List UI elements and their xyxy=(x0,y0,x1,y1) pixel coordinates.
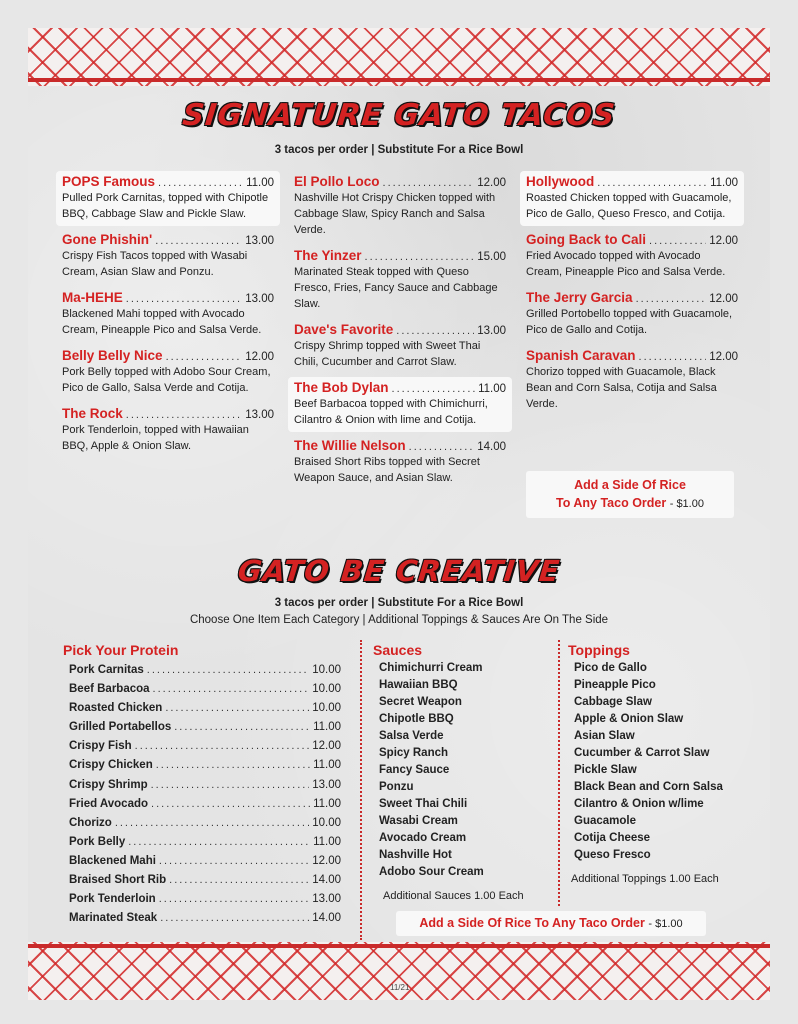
taco-name: The Willie Nelson xyxy=(294,438,406,453)
protein-price: 12.00 xyxy=(312,854,341,867)
protein-row xyxy=(69,836,341,855)
protein-price: 13.00 xyxy=(312,893,341,906)
protein-price: 12.00 xyxy=(312,740,341,753)
protein-name: Crispy Fish xyxy=(69,740,132,753)
leader-dots xyxy=(365,251,475,263)
taco-description: Braised Short Ribs topped with Secret Weapon Sauce, and Asian Slaw. xyxy=(294,456,480,484)
sauce-item: Adobo Sour Cream xyxy=(379,866,484,878)
taco-item xyxy=(56,403,280,458)
taco-name: The Bob Dylan xyxy=(294,380,389,395)
taco-description: Nashville Hot Crispy Chicken topped with Cabbage Slaw, Spicy Ranch and Salsa Verde. xyxy=(294,192,496,236)
bottom-border-stripe xyxy=(28,944,770,948)
topping-item: Cucumber & Carrot Slaw xyxy=(574,747,710,759)
leader-dots xyxy=(128,836,310,848)
sauces-list xyxy=(379,662,549,883)
taco-description: Blackened Mahi topped with Avocado Cream, Pineapple Pico and Salsa Verde. xyxy=(62,308,262,336)
taco-name: El Pollo Loco xyxy=(294,174,380,189)
protein-price: 10.00 xyxy=(312,702,341,715)
taco-price: 13.00 xyxy=(245,409,274,421)
toppings-list xyxy=(574,662,764,866)
protein-price: 11.00 xyxy=(313,721,341,734)
taco-price: 12.00 xyxy=(709,235,738,247)
taco-item-header xyxy=(294,174,506,189)
leader-dots xyxy=(639,351,707,363)
protein-price: 14.00 xyxy=(312,874,341,887)
taco-price: 12.00 xyxy=(477,177,506,189)
signature-column-3 xyxy=(520,171,744,419)
sauce-item: Spicy Ranch xyxy=(379,747,449,759)
protein-price: 14.00 xyxy=(312,912,341,925)
sauce-item: Ponzu xyxy=(379,781,414,793)
taco-price: 11.00 xyxy=(710,177,738,189)
taco-description: Crispy Shrimp topped with Sweet Thai Chili, Cucumber and Carrot Slaw. xyxy=(294,340,481,368)
taco-item-header xyxy=(62,174,274,189)
protein-row xyxy=(69,855,341,874)
leader-dots xyxy=(174,721,310,733)
page-number: 11/21 xyxy=(390,983,410,992)
top-border-stripe xyxy=(28,78,770,82)
sauce-item: Secret Weapon xyxy=(379,696,462,708)
taco-item-header xyxy=(294,438,506,453)
topping-item: Apple & Onion Slaw xyxy=(574,713,684,725)
protein-price: 10.00 xyxy=(312,664,341,676)
sauce-item: Sweet Thai Chili xyxy=(379,798,468,810)
taco-description: Fried Avocado topped with Avocado Cream, Pineapple Pico and Salsa Verde. xyxy=(526,250,726,278)
taco-description: Grilled Portobello topped with Guacamole, Pico de Gallo and Cotija. xyxy=(526,308,733,336)
taco-item xyxy=(56,345,280,400)
protein-name: Blackened Mahi xyxy=(69,854,156,867)
sauce-item: Chimichurri Cream xyxy=(379,662,483,674)
rice-note-line2 xyxy=(532,494,728,513)
protein-name: Crispy Shrimp xyxy=(69,778,148,791)
taco-item xyxy=(288,319,512,374)
taco-name: Spanish Caravan xyxy=(526,348,636,363)
taco-item xyxy=(520,229,744,284)
signature-column-2 xyxy=(288,171,512,493)
leader-dots xyxy=(126,409,242,421)
leader-dots xyxy=(159,855,309,867)
topping-item: Black Bean and Corn Salsa xyxy=(574,781,723,793)
leader-dots xyxy=(147,664,309,676)
protein-row xyxy=(69,683,341,702)
taco-name: Going Back to Cali xyxy=(526,232,647,247)
taco-item-header xyxy=(294,248,506,263)
taco-item-header xyxy=(526,348,738,363)
taco-item xyxy=(56,229,280,284)
rice-note-text: To Any Taco Order xyxy=(556,496,667,510)
sauce-item: Fancy Sauce xyxy=(379,764,450,776)
protein-price: 10.00 xyxy=(312,683,341,696)
sauces-extra-note: Additional Sauces 1.00 Each xyxy=(383,890,524,902)
topping-item: Pico de Gallo xyxy=(574,662,647,674)
topping-item: Queso Fresco xyxy=(574,849,651,861)
protein-row xyxy=(69,779,341,798)
taco-item xyxy=(56,287,280,342)
protein-name: Beef Barbacoa xyxy=(69,683,150,696)
topping-item: Pineapple Pico xyxy=(574,679,656,691)
topping-item: Guacamole xyxy=(574,815,636,827)
protein-name: Pork Carnitas xyxy=(69,664,144,676)
signature-title: SIGNATURE GATO TACOS xyxy=(180,98,618,133)
taco-price: 12.00 xyxy=(245,351,274,363)
protein-price: 11.00 xyxy=(313,835,341,848)
taco-name: Ma-HEHE xyxy=(62,290,123,305)
divider-left xyxy=(360,640,362,940)
menu-page xyxy=(28,28,770,1000)
leader-dots xyxy=(392,383,476,395)
taco-price: 11.00 xyxy=(478,383,506,395)
creative-subtitle: 3 tacos per order | Substitute For a Rice Bowl xyxy=(274,597,524,609)
protein-name: Marinated Steak xyxy=(69,912,158,925)
taco-item-header xyxy=(62,290,274,305)
taco-item-header xyxy=(526,232,738,247)
taco-price: 12.00 xyxy=(709,351,738,363)
taco-price: 14.00 xyxy=(477,441,506,453)
protein-row xyxy=(69,664,341,683)
divider-right xyxy=(558,640,560,906)
protein-row xyxy=(69,702,341,721)
protein-name: Chorizo xyxy=(69,816,112,829)
leader-dots xyxy=(165,702,309,714)
sauce-item: Chipotle BBQ xyxy=(379,713,454,725)
sauce-item: Salsa Verde xyxy=(379,730,444,742)
taco-price: 13.00 xyxy=(477,325,506,337)
taco-name: Hollywood xyxy=(526,174,595,189)
leader-dots xyxy=(409,441,475,453)
protein-row xyxy=(69,912,341,931)
leader-dots xyxy=(151,779,310,791)
leader-dots xyxy=(396,325,474,337)
leader-dots xyxy=(166,351,243,363)
protein-name: Pork Tenderloin xyxy=(69,893,156,906)
taco-item xyxy=(56,171,280,226)
taco-item xyxy=(288,171,512,242)
taco-name: The Jerry Garcia xyxy=(526,290,633,305)
leader-dots xyxy=(383,177,475,189)
topping-item: Pickle Slaw xyxy=(574,764,637,776)
taco-item-header xyxy=(62,232,274,247)
rice-note-price: - $1.00 xyxy=(669,498,704,510)
signature-rice-side-note xyxy=(526,471,734,518)
sauce-item: Wasabi Cream xyxy=(379,815,458,827)
taco-description: Chorizo topped with Guacamole, Black Bean and Corn Salsa, Cotija and Salsa Verde. xyxy=(526,366,717,410)
creative-rice-text: Add a Side Of Rice To Any Taco Order xyxy=(419,916,645,930)
taco-description: Pork Tenderloin, topped with Hawaiian BBQ, Apple & Onion Slaw. xyxy=(62,424,249,452)
taco-price: 13.00 xyxy=(245,293,274,305)
leader-dots xyxy=(649,235,706,247)
leader-dots xyxy=(115,817,309,829)
creative-rice-line xyxy=(402,914,700,933)
taco-item-header xyxy=(294,380,506,395)
creative-rice-price: - $1.00 xyxy=(648,918,683,930)
protein-row xyxy=(69,817,341,836)
protein-row xyxy=(69,721,341,740)
taco-name: The Rock xyxy=(62,406,123,421)
protein-row xyxy=(69,874,341,893)
leader-dots xyxy=(156,759,310,771)
leader-dots xyxy=(597,177,707,189)
taco-name: The Yinzer xyxy=(294,248,362,263)
taco-item-header xyxy=(294,322,506,337)
taco-item xyxy=(288,435,512,490)
protein-list xyxy=(69,664,341,931)
creative-rice-side-note xyxy=(396,911,706,936)
leader-dots xyxy=(169,874,309,886)
signature-column-1 xyxy=(56,171,280,461)
topping-item: Cilantro & Onion w/lime xyxy=(574,798,704,810)
protein-name: Fried Avocado xyxy=(69,797,149,810)
protein-price: 10.00 xyxy=(312,816,341,829)
taco-description: Pulled Pork Carnitas, topped with Chipotle BBQ, Cabbage Slaw and Pickle Slaw. xyxy=(62,192,269,220)
protein-price: 13.00 xyxy=(312,778,341,791)
creative-title: GATO BE CREATIVE xyxy=(236,554,562,588)
taco-item xyxy=(520,171,744,226)
leader-dots xyxy=(151,798,310,810)
taco-item xyxy=(288,377,512,432)
sauce-item: Nashville Hot xyxy=(379,849,452,861)
leader-dots xyxy=(158,177,243,189)
taco-price: 13.00 xyxy=(245,235,274,247)
protein-heading: Pick Your Protein xyxy=(63,642,179,658)
protein-name: Pork Belly xyxy=(69,835,126,848)
taco-description: Roasted Chicken topped with Guacamole, Pico de Gallo, Queso Fresco, and Cotija. xyxy=(526,192,732,220)
taco-name: Belly Belly Nice xyxy=(62,348,163,363)
protein-name: Grilled Portabellos xyxy=(69,721,172,734)
taco-price: 11.00 xyxy=(246,177,274,189)
taco-price: 12.00 xyxy=(709,293,738,305)
sauce-item: Hawaiian BBQ xyxy=(379,679,458,691)
rice-note-line1: Add a Side Of Rice xyxy=(574,478,686,492)
toppings-extra-note: Additional Toppings 1.00 Each xyxy=(571,873,719,885)
taco-item xyxy=(520,345,744,416)
taco-item-header xyxy=(62,348,274,363)
protein-row xyxy=(69,893,341,912)
topping-item: Asian Slaw xyxy=(574,730,635,742)
toppings-heading: Toppings xyxy=(568,642,630,658)
creative-note: Choose One Item Each Category | Additional Toppings & Sauces Are On The Side xyxy=(189,614,609,626)
leader-dots xyxy=(135,740,310,752)
taco-name: POPS Famous xyxy=(62,174,156,189)
taco-name: Dave's Favorite xyxy=(294,322,394,337)
protein-row xyxy=(69,740,341,759)
protein-row xyxy=(69,798,341,817)
leader-dots xyxy=(159,893,310,905)
taco-item-header xyxy=(62,406,274,421)
signature-subtitle: 3 tacos per order | Substitute For a Rice Bowl xyxy=(274,144,524,156)
taco-description: Marinated Steak topped with Queso Fresco, Fries, Fancy Sauce and Cabbage Slaw. xyxy=(294,266,498,310)
topping-item: Cotija Cheese xyxy=(574,832,651,844)
taco-item xyxy=(288,245,512,316)
taco-price: 15.00 xyxy=(477,251,506,263)
taco-description: Beef Barbacoa topped with Chimichurri, Cilantro & Onion with lime and Cotija. xyxy=(294,398,488,426)
leader-dots xyxy=(160,912,309,924)
protein-row xyxy=(69,759,341,778)
protein-price: 11.00 xyxy=(313,759,341,772)
protein-name: Roasted Chicken xyxy=(69,702,163,715)
taco-description: Crispy Fish Tacos topped with Wasabi Cream, Asian Slaw and Ponzu. xyxy=(62,250,248,278)
sauces-heading: Sauces xyxy=(373,642,423,658)
taco-description: Pork Belly topped with Adobo Sour Cream, Pico de Gallo, Salsa Verde and Cotija. xyxy=(62,366,271,394)
leader-dots xyxy=(155,235,242,247)
leader-dots xyxy=(636,293,707,305)
taco-name: Gone Phishin' xyxy=(62,232,153,247)
protein-name: Crispy Chicken xyxy=(69,759,153,772)
top-pattern-border xyxy=(28,28,770,86)
protein-price: 11.00 xyxy=(313,797,341,810)
topping-item: Cabbage Slaw xyxy=(574,696,652,708)
leader-dots xyxy=(153,683,310,695)
protein-name: Braised Short Rib xyxy=(69,874,167,887)
leader-dots xyxy=(126,293,242,305)
taco-item-header xyxy=(526,290,738,305)
taco-item xyxy=(520,287,744,342)
taco-item-header xyxy=(526,174,738,189)
sauce-item: Avocado Cream xyxy=(379,832,467,844)
